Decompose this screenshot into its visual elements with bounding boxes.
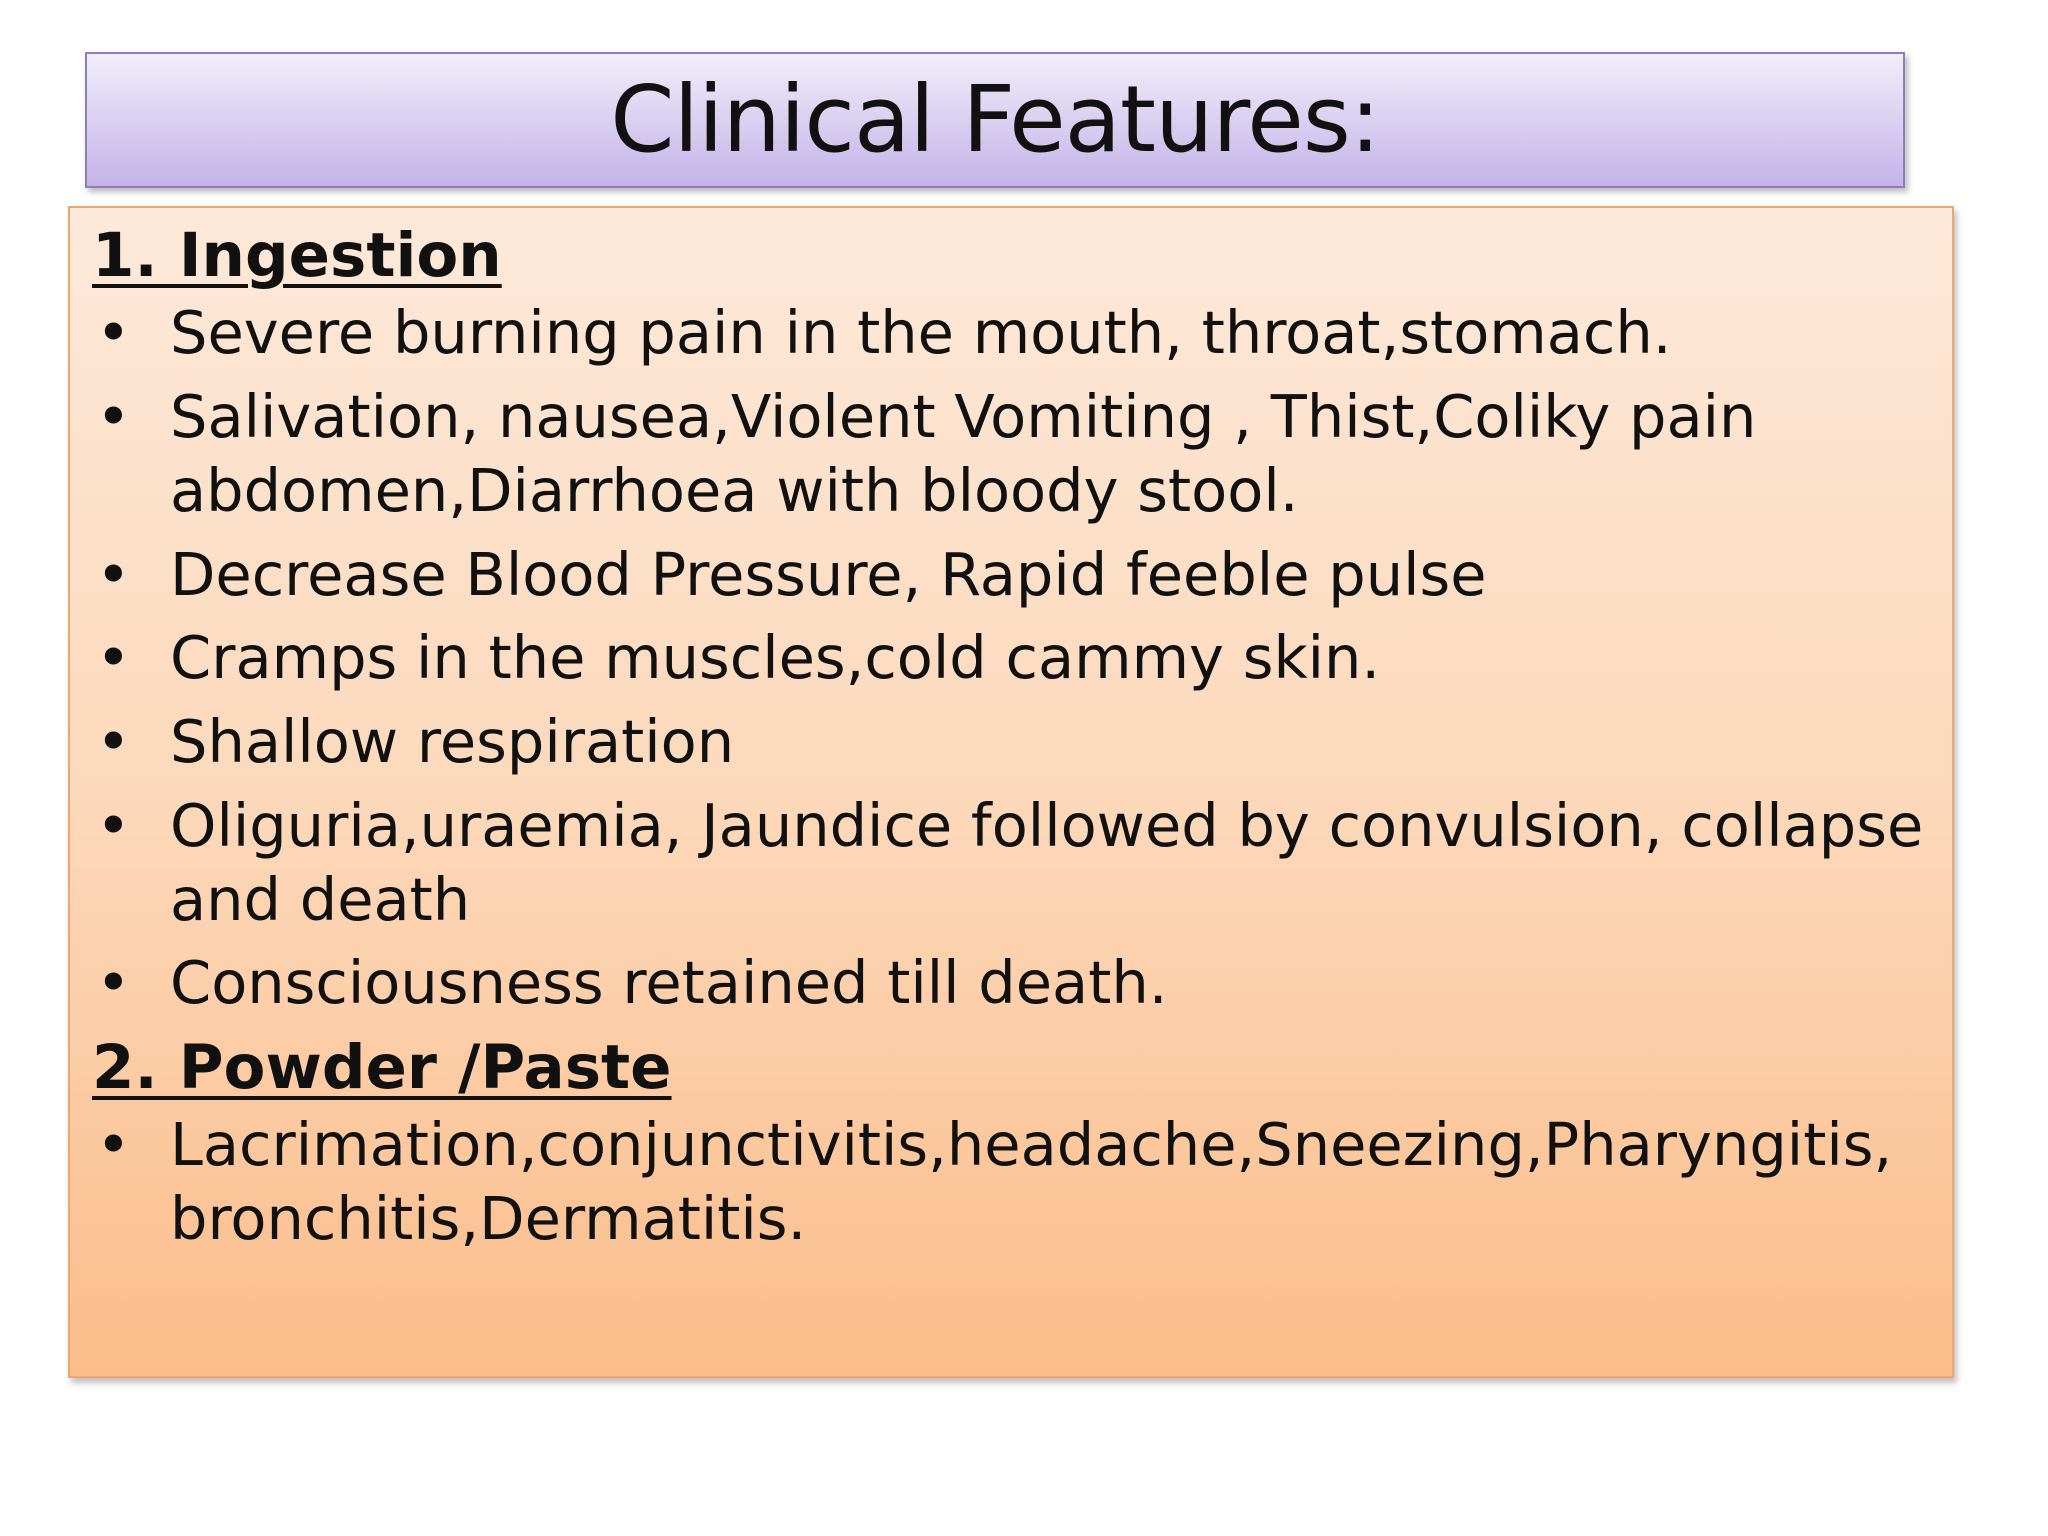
bullet-item (92, 538, 1928, 612)
bullet-list-powder-paste (92, 1108, 1928, 1256)
bullet-icon: • (96, 1110, 131, 1180)
bullet-item (92, 296, 1928, 370)
bullet-icon: • (96, 298, 131, 368)
bullet-list-ingestion (92, 296, 1928, 1020)
bullet-icon: • (96, 539, 131, 609)
section-heading-ingestion: 1. Ingestion (92, 220, 502, 291)
bullet-text: Decrease Blood Pressure, Rapid feeble pulse (170, 539, 1487, 609)
bullet-icon: • (96, 623, 131, 693)
bullet-item (92, 705, 1928, 779)
section-ingestion (92, 218, 1928, 1020)
bullet-icon: • (96, 790, 131, 860)
section-powder-paste (92, 1030, 1928, 1256)
slide-content-box (68, 206, 1954, 1378)
bullet-icon: • (96, 948, 131, 1018)
bullet-item (92, 621, 1928, 695)
bullet-item (92, 789, 1928, 937)
bullet-text: Oliguria,uraemia, Jaundice followed by convulsion, collapse and death (170, 790, 1924, 934)
bullet-text: Salivation, nausea,Violent Vomiting , Thist,Coliky pain abdomen,Diarrhoea with bloody stool. (170, 382, 1757, 525)
bullet-text: Consciousness retained till death. (170, 948, 1168, 1018)
bullet-text: Severe burning pain in the mouth, throat,stomach. (170, 298, 1672, 368)
bullet-text: Cramps in the muscles,cold cammy skin. (170, 623, 1381, 693)
slide-title: Clinical Features: (610, 66, 1380, 173)
slide-title-box (85, 52, 1905, 188)
bullet-item (92, 946, 1928, 1020)
bullet-icon: • (96, 382, 131, 451)
bullet-icon: • (96, 707, 131, 776)
bullet-item (92, 380, 1928, 528)
bullet-item (92, 1108, 1928, 1256)
bullet-text: Lacrimation,conjunctivitis,headache,Sneezing,Pharyngitis,bronchitis,Dermatitis. (170, 1110, 1893, 1253)
bullet-text: Shallow respiration (170, 707, 735, 776)
section-heading-powder-paste: 2. Powder /Paste (92, 1032, 672, 1103)
